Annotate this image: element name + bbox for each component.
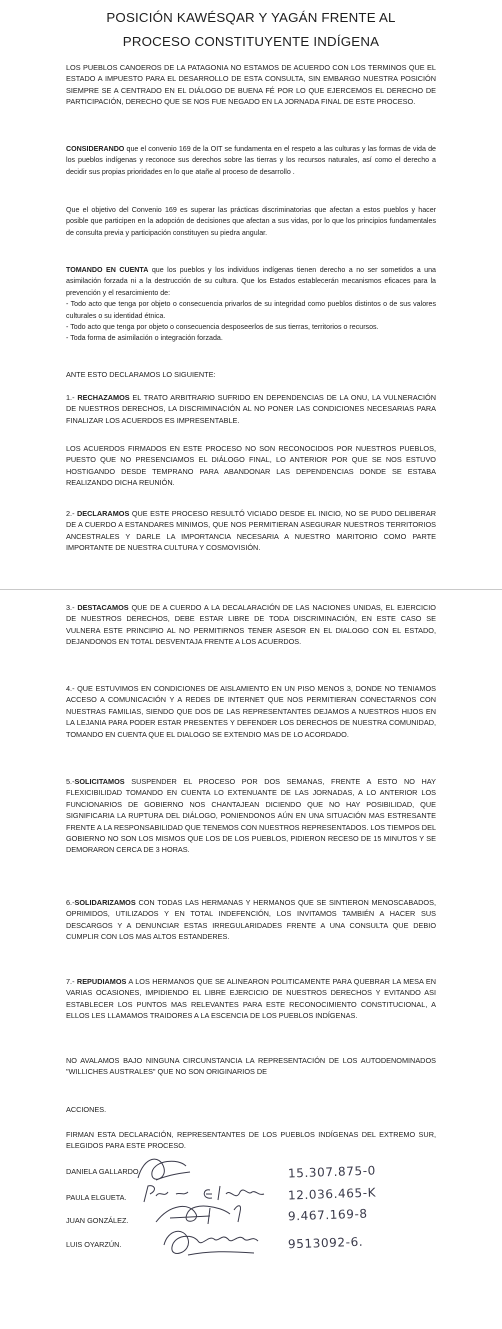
tomando-paragraph	[66, 265, 436, 345]
objetivo-paragraph: Que el objetivo del Convenio 169 es superar las prácticas discriminatorias que afectan a estos pueblos y hacer posible que participen en la adopción de decisiones que afectan a sus vidas, por lo que los principios fundamentales de consulta previa y participación constituyen su piedra angular.	[66, 206, 436, 237]
signer-name: LUIS OYARZÚN.	[66, 1240, 122, 1249]
point-number: 2.-	[66, 509, 78, 518]
document-title-line-1: POSICIÓN KAWÉSQAR Y YAGÁN FRENTE AL	[106, 10, 396, 25]
point-2-paragraph	[66, 508, 436, 554]
signer-id-handwritten: 12.036.465-K	[287, 1185, 377, 1203]
considerando-keyword: CONSIDERANDO	[66, 145, 125, 153]
point-text: QUE ESTE PROCESO RESULTÓ VICIADO DESDE EL INICIO, NO SE PUDO DELIBERAR DE A CUERDO A ESTANDARES MINIMOS, QUE NOS PERMITIERAN ASEGURAR NUESTROS TERRITORIOS ANCESTRALES Y DARLE LA IMPORTANCIA NECESARIA A NUESTRO MARITORIO COMO PARTE IMPORTANTE DE NUESTRA CULTURA Y COSMOVISIÓN.	[66, 509, 436, 553]
point-1-paragraph	[66, 392, 436, 426]
point-text: A LOS HERMANOS QUE SE ALINEARON POLITICAMENTE PARA QUEBRAR LA MESA EN VARIAS OCASIONES, IMPIDIENDO EL LIBRE EJERCICIO DE NUESTROS DERECHOS Y EVITANDO ASI ESTABLECER LOS PUNTOS MAS RELEVANTES PARA ESTE RECONOCIMIENTO CONSTITUCIONAL, A ELLOS LES LLAMAMOS TRAIDORES A LA ESCENCIA DE LOS PUEBLOS INDÍGENAS.	[66, 977, 437, 1021]
acuerdos-paragraph: LOS ACUERDOS FIRMADOS EN ESTE PROCESO NO SON RECONOCIDOS POR NUESTROS PUEBLOS, PUESTO QUE NO PRESENCIAMOS EL DIÁLOGO FINAL, LO ANTERIOR POR QUE SE NOS ESTUVO HOSTIGANDO DESDE TEMPRANO PARA ABANDONAR LAS DEPENDENCIAS DONDE SE ESTABA REALIZANDO DICHA REUNIÓN.	[66, 444, 436, 488]
considerando-text: que el convenio 169 de la OIT se fundamenta en el respeto a las culturas y las formas de vida de los pueblos indígenas y reconoce sus derechos sobre las tierras y los recursos naturales, así como el derecho a decidir sus propias prioridades en lo que atañe al proceso de desarrollo .	[66, 145, 436, 176]
point-text: SUSPENDER EL PROCESO POR DOS SEMANAS, FRENTE A ESTO NO HAY FLEXICIBILIDAD TOMANDO EN CUENTA LO EXTENUANTE DE LAS JORNADAS, A LO ANTERIOR LOS FUNCIONARIOS DE GOBIERNO NOS CHANTAJEAN DICIENDO QUE NO HAY POSIBILIDAD, QUE SIGNIFICARIA LA RUPTURA DEL DIÁLOGO, PONIENDONOS AÚN EN UNA SITUACIÓN MAS ESTRESANTE FRENTE A LA RESPONSABILIDAD QUE TENEMOS CON NUESTROS REPRESENTADOS. LOS TIEMPOS DEL GOBIERNO NO SON LOS MISMOS QUE LOS DE LOS PUEBLOS, PIDIERON RECESO DE 15 MINUTOS Y SE DEMORARON CERCA DE 3 HORAS.	[66, 777, 436, 855]
signer-id-handwritten: 9.467.169-8	[287, 1206, 368, 1224]
point-keyword: RECHAZAMOS	[77, 393, 130, 402]
point-number: 6.-	[66, 898, 75, 907]
point-number: 3.-	[66, 603, 78, 612]
ante-heading: ANTE ESTO DECLARAMOS LO SIGUIENTE:	[66, 370, 216, 379]
page-fold-line	[0, 589, 502, 590]
point-number: 7.-	[66, 977, 77, 986]
tomando-keyword: TOMANDO EN CUENTA	[66, 266, 149, 274]
signer-name: DANIELA GALLARDO.	[66, 1167, 141, 1176]
firman-paragraph: FIRMAN ESTA DECLARACIÓN, REPRESENTANTES DE LOS PUEBLOS INDÍGENAS DEL EXTREMO SUR, ELEGIDOS PARA ESTE PROCESO.	[66, 1130, 436, 1151]
signer-name: PAULA ELGUETA.	[66, 1193, 127, 1202]
tomando-item: - Toda forma de asimilación o integración forzada.	[66, 334, 223, 343]
considerando-paragraph	[66, 144, 436, 178]
tomando-intro	[66, 265, 436, 299]
signer-name: JUAN GONZÁLEZ.	[66, 1216, 129, 1225]
point-4-paragraph: 4.- QUE ESTUVIMOS EN CONDICIONES DE AISLAMIENTO EN UN PISO MENOS 3, DONDE NO TENIAMOS ACCESO A COMUNICACIÓN Y A REDES DE INTERNET QUE NOS PERMITIERAN CONECTARNOS CON NUESTRAS FAMILIAS, SIENDO QUE DOS DE LAS REPRESENTANTES DEJAMOS A NUESTROS HIJOS EN LA LEJANIA PARA PODER ESTAR PRESENTES Y DEFENDER LOS DERECHOS DE NUESTRA COMUNIDAD, TOMANDO EN CUENTA QUE EL DIALOGO SE EXTENDIO MAS DE LO ACORDADO.	[66, 684, 436, 739]
point-5-paragraph	[66, 776, 436, 856]
point-6-paragraph	[66, 897, 436, 943]
acciones-line: ACCIONES.	[66, 1105, 107, 1114]
point-number: 5.-	[66, 777, 75, 786]
point-keyword: SOLIDARIZAMOS	[74, 898, 136, 907]
point-keyword: DECLARAMOS	[77, 509, 130, 518]
point-3-paragraph	[66, 602, 436, 648]
point-text: EL TRATO ARBITRARIO SUFRIDO EN DEPENDENCIAS DE LA ONU, LA VULNERACIÓN DE NUESTROS DERECHOS, LA DISCRIMINACIÓN AL NO PONER LAS CONDICIONES NECESARIAS PARA FINALIZAR LOS ACUERDOS ES IMPRESENTABLE.	[66, 393, 436, 425]
point-keyword: REPUDIAMOS	[76, 977, 127, 986]
document-title-line-2: PROCESO CONSTITUYENTE INDÍGENA	[122, 34, 380, 49]
point-text: QUE DE A CUERDO A LA DECALARACIÓN DE LAS NACIONES UNIDAS, EL EJERCICIO DE NUESTROS DERECHOS, DEBE ESTAR LIBRE DE TODA DISCRIMINACIÓN, EN ESTE CASO SE VULNERA ESTE PRINCIPIO AL NO PERMITIRNOS TENER ASESOR EN EL DIALOGO CON EL ESTADO, DEJANDONOS EN TOTAL DESVENTAJA FRENTE A LOS ACUERDOS.	[66, 603, 436, 647]
intro-paragraph: LOS PUEBLOS CANOEROS DE LA PATAGONIA NO ESTAMOS DE ACUERDO CON LOS TERMINOS QUE EL ESTADO A IMPUESTO PARA EL DESARROLLO DE ESTA CONSULTA, SIN EMBARGO NUESTRA POSICIÓN SIEMPRE SE A CENTRADO EN EL DIÁLOGO DE BUENA FÉ POR LO QUE EJERCEMOS EL DERECHO DE PARTICIPACIÓN, DERECHO QUE SE NOS FUE NEGADO EN LA JORNADA FINAL DE ESTE PROCESO.	[66, 63, 436, 107]
point-keyword: DESTACAMOS	[77, 603, 129, 612]
avalamos-paragraph: NO AVALAMOS BAJO NINGUNA CIRCUNSTANCIA LA REPRESENTACIÓN DE LOS AUTODENOMINADOS "WILLICHES AUSTRALES" QUE NO SON ORIGINARIOS DE	[66, 1056, 436, 1077]
point-keyword: SOLICITAMOS	[74, 777, 125, 786]
point-7-paragraph	[66, 976, 436, 1022]
point-number: 1.-	[66, 393, 78, 402]
tomando-text: que los pueblos y los individuos indígenas tienen derecho a no ser sometidos a una asimilación forzada ni a la destrucción de su cultura. Que los Estados establecerán mecanismos eficaces para la prevención y el resarcimiento de:	[66, 266, 437, 297]
signer-id-handwritten: 15.307.875-0	[287, 1163, 377, 1181]
tomando-item: - Todo acto que tenga por objeto o consecuencia desposeerlos de sus tierras, territorios o recursos.	[66, 323, 379, 332]
point-text: CON TODAS LAS HERMANAS Y HERMANOS QUE SE SINTIERON MENOSCABADOS, OPRIMIDOS, UTILIZADOS Y EN TOTAL INDEFENCIÓN, LOS INVITAMOS TAMBIÉN A HACER SUS DESCARGOS Y A DENUNCIAR ESTAS IRREGULARIDADES FRENTE A UNA CONSULTA QUE DEBIO CUMPLIR CON LOS MAS ALTOS ESTANDERES.	[66, 898, 436, 942]
tomando-item: - Todo acto que tenga por objeto o consecuencia privarlos de su integridad como pueblos distintos o de sus valores culturales o su identidad étnica.	[66, 300, 436, 320]
signer-id-handwritten: 9513092-6.	[287, 1234, 364, 1252]
signature-luis-oyarzun	[158, 1225, 268, 1265]
